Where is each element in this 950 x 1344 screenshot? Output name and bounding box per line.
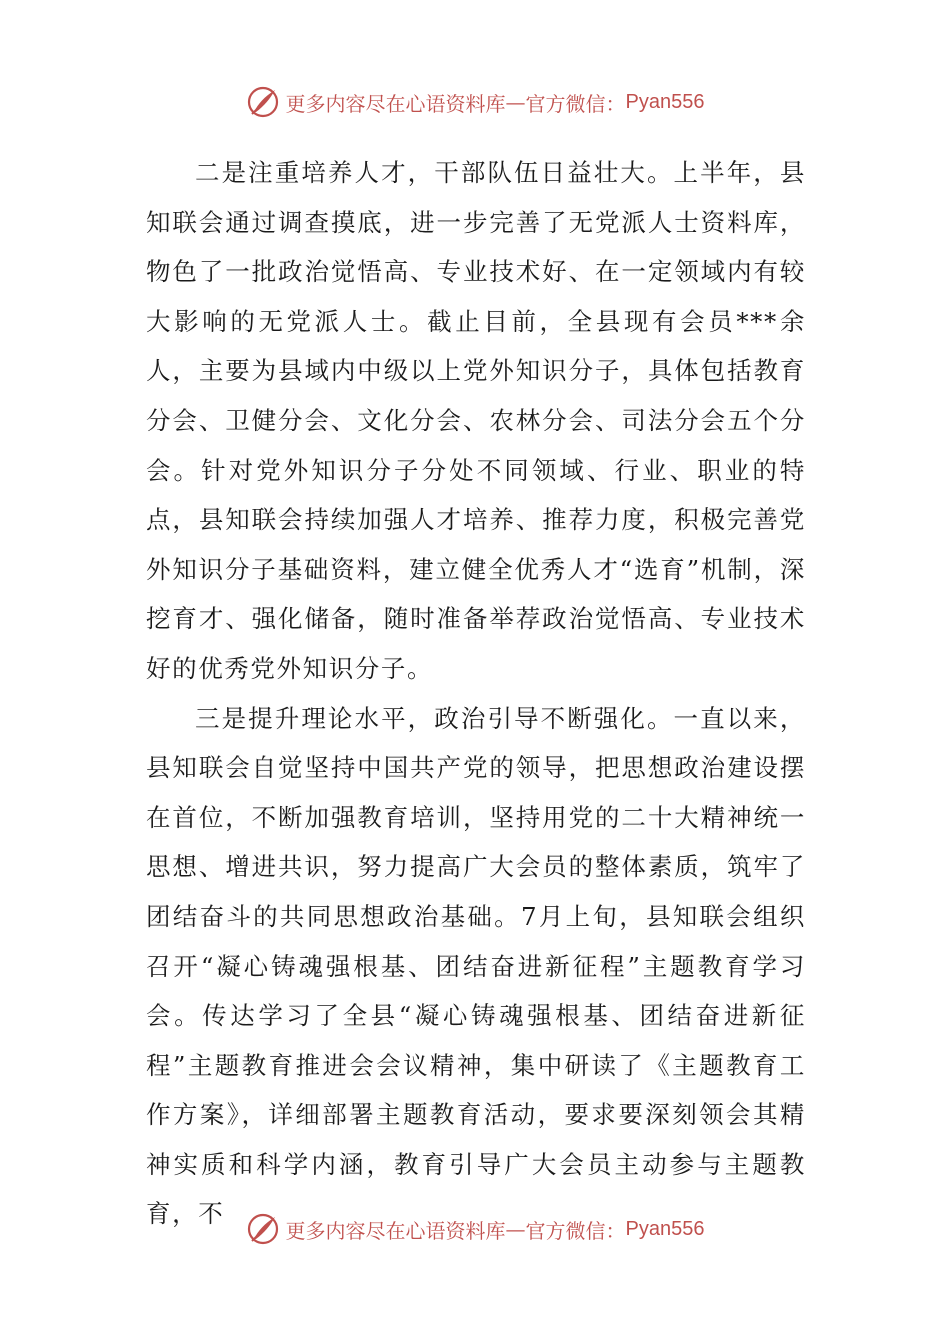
footer-wechat-label: 官方微信： [525,1218,626,1243]
header-slogan: 更多内容尽在心语资料库 [285,91,506,116]
footer-dash: — [505,1217,526,1241]
header-wechat-id: Pyan556 [625,90,705,113]
footer-slogan: 更多内容尽在心语资料库 [285,1218,506,1243]
quill-logo-icon [246,85,280,119]
quill-logo-icon [246,1212,280,1246]
document-body [146,148,806,1239]
paragraph-theory: 三是提升理论水平，政治引导不断强化。一直以来，县知联会自觉坚持中国共产党的领导，把思想政治建设摆在首位，不断加强教育培训，坚持用党的二十大精神统一思想、增进共识，努力提高广大会员的整体素质，筑牢了团结奋斗的共同思想政治基础。7月上旬，县知联会组织召开“凝心铸魂强根基、团结奋进新征程”主题教育学习会。传达学习了全县“凝心铸魂强根基、团结奋进新征程”主题教育推进会会议精神，集中研读了《主题教育工作方案》，详细部署主题教育活动，要求要深刻领会其精神实质和科学内涵，教育引导广大会员主动参与主题教育，不 [146,703,806,1229]
paragraph-talent: 二是注重培养人才，干部队伍日益壮大。上半年，县知联会通过调查摸底，进一步完善了无党派人士资料库，物色了一批政治觉悟高、专业技术好、在一定领域内有较大影响的无党派人士。截止目前，全县现有会员***余人，主要为县域内中级以上党外知识分子，具体包括教育分会、卫健分会、文化分会、农林分会、司法分会五个分会。针对党外知识分子分处不同领域、行业、职业的特点，县知联会持续加强人才培养、推荐力度，积极完善党外知识分子基础资料，建立健全优秀人才“选育”机制，深挖育才、强化储备，随时准备举荐政治觉悟高、专业技术好的优秀党外知识分子。 [146,158,806,683]
footer-wechat-id: Pyan556 [625,1217,705,1240]
footer-banner [0,1209,950,1249]
header-dash: — [505,90,526,114]
header-wechat-label: 官方微信： [525,91,626,116]
header-banner [0,82,950,122]
